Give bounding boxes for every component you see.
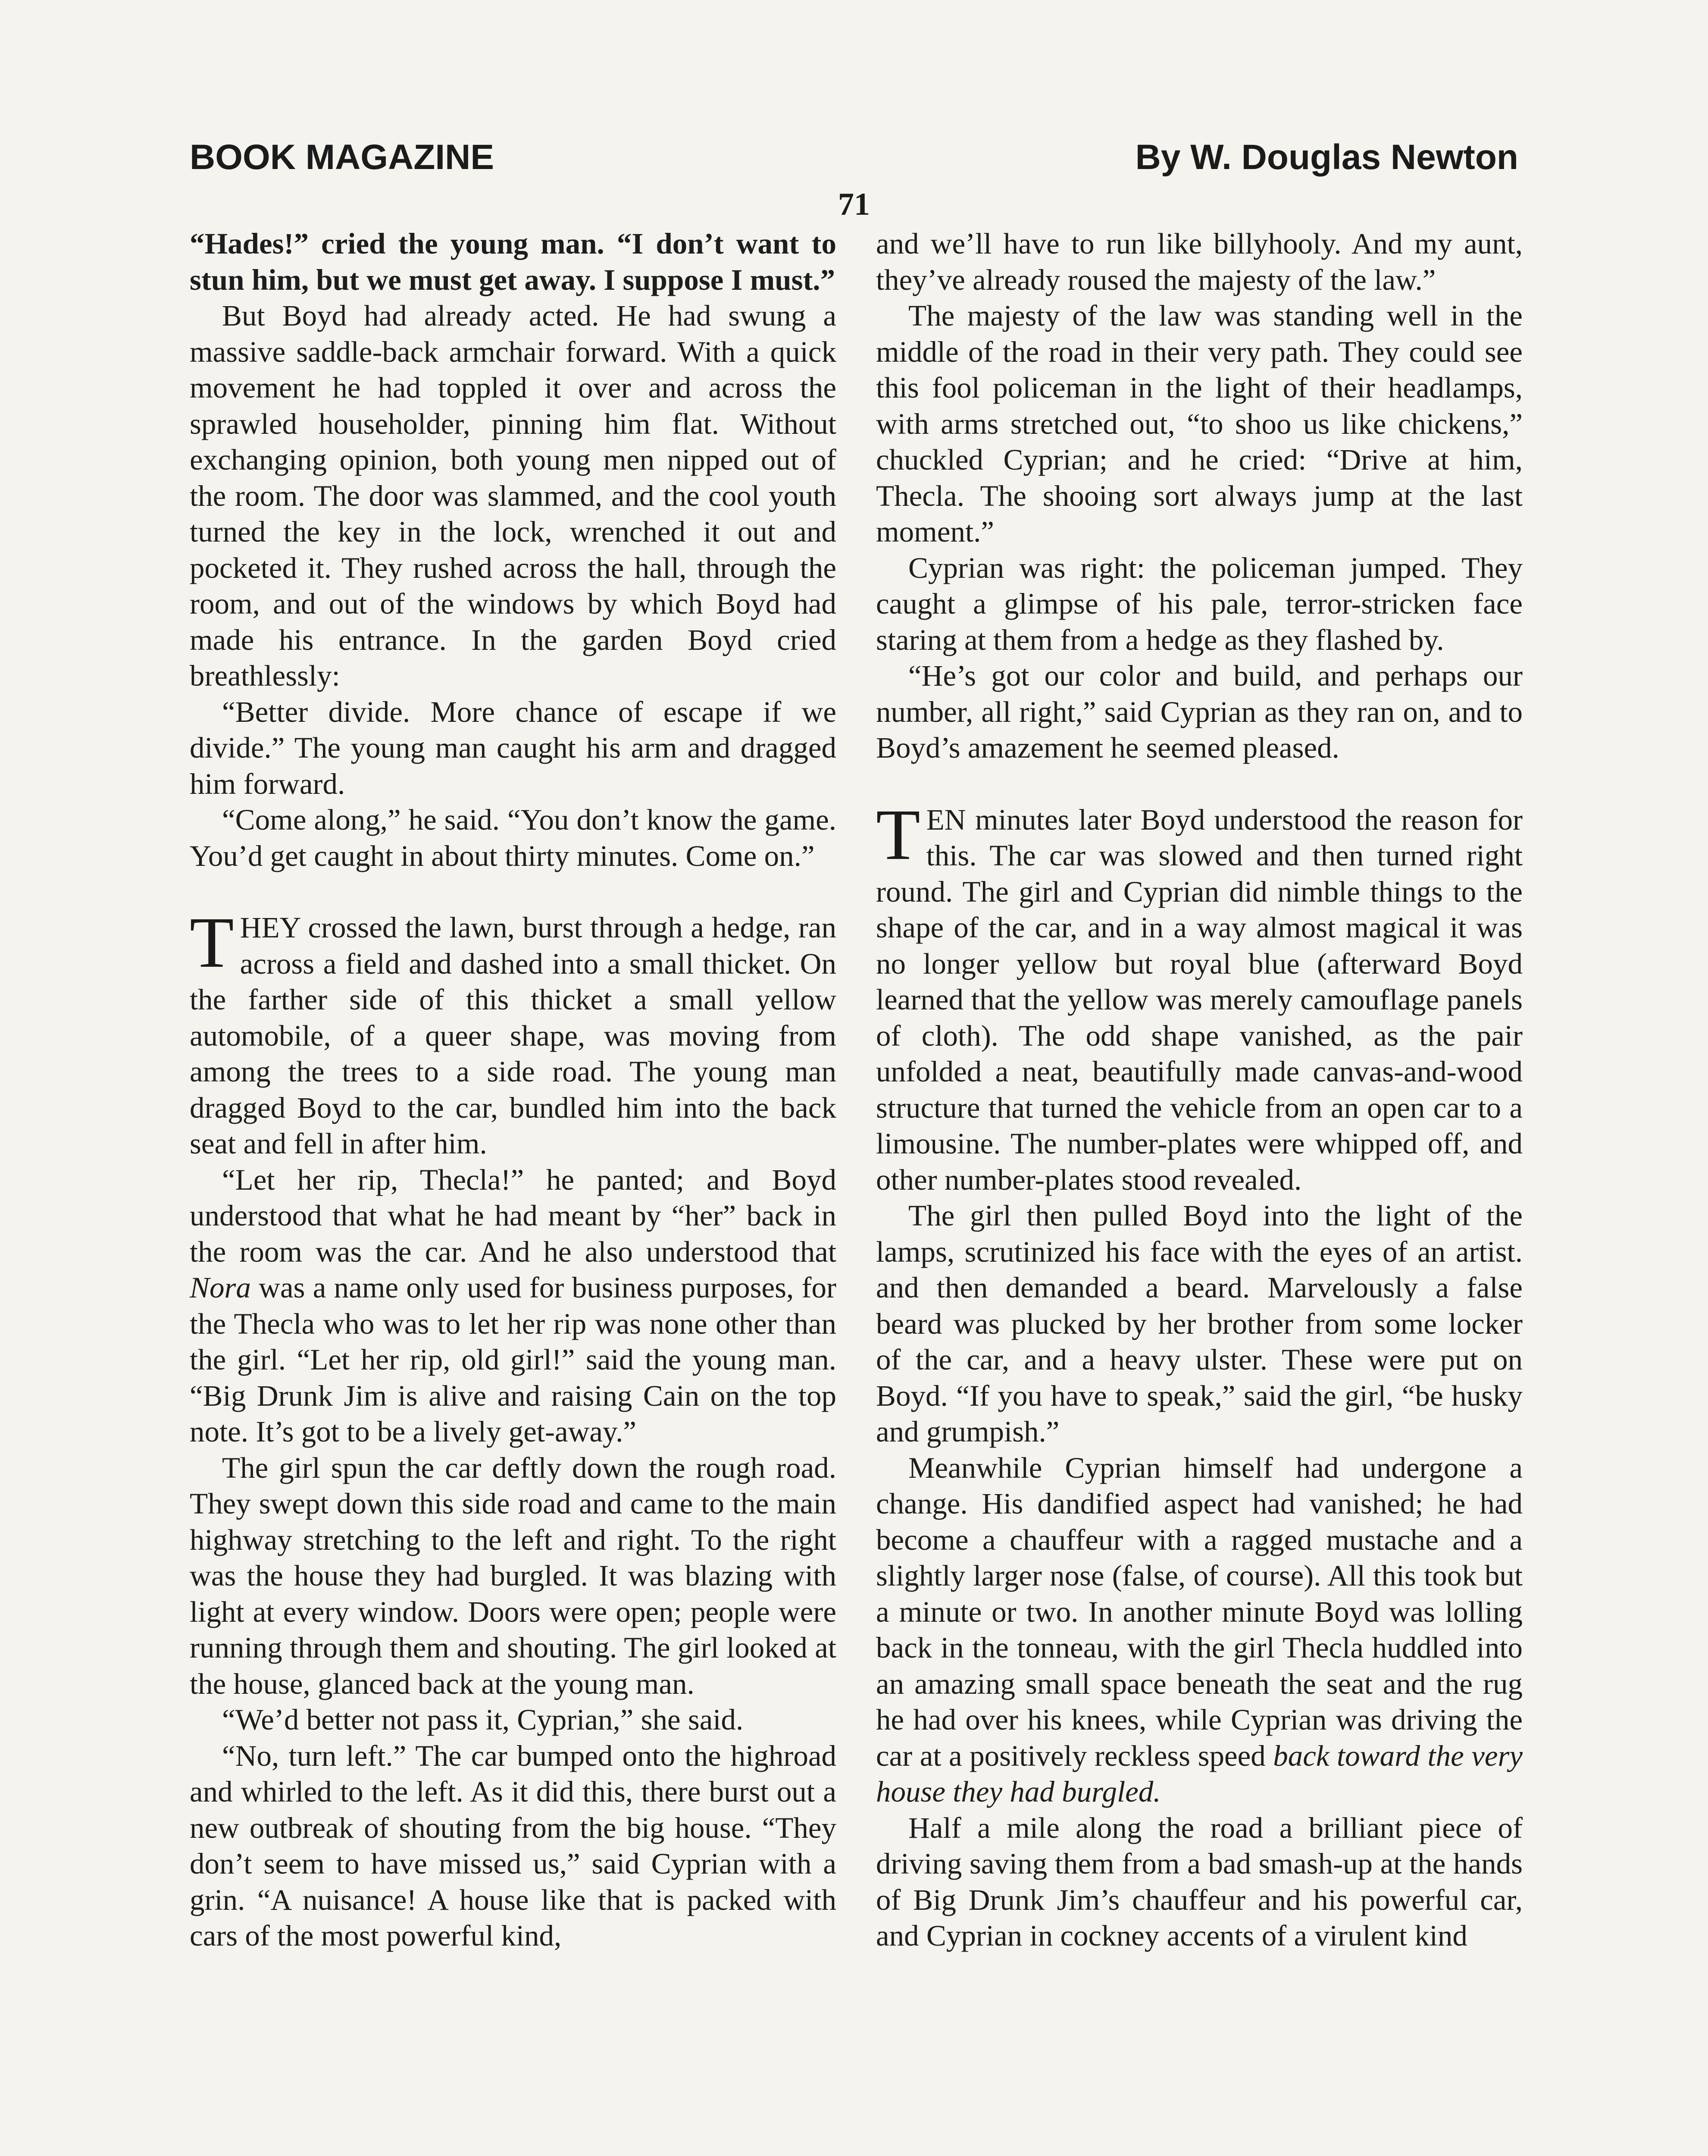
paragraph: “Come along,” he said. “You don’t know the game. You’d get caught in about thirty minutes. Come on.” (190, 803, 836, 872)
paragraph: But Boyd had already acted. He had swung a massive saddle-back armchair forward. With a quick movement he had toppled it over and across the sprawled householder, pinning him flat. Without exchanging opinion, both young men nipped out of the room. The door was slammed, and the cool youth turned the key in the lock, wrenched it out and pocketed it. They rushed across the hall, through the room, and out of the windows by which Boyd had made his entrance. In the garden Boyd cried breathlessly: (190, 299, 836, 692)
paragraph-text: was a name only used for business purposes, for the Thecla who was to let her rip was none other than the girl. “Let her rip, old girl!” said the young man. “Big Drunk Jim is alive and raising Cain on the top note. It’s got to be a lively get-away.” (190, 1271, 836, 1448)
paragraph-text: EN minutes later Boyd understood the reason for this. The car was slowed and then turned right round. The girl and Cyprian did nimble things to the shape of the car, and in a way almost magical it was no longer yellow but royal blue (afterward Boyd learned that the yellow was merely camouflage panels of cloth). The odd shape vanished, as the pair unfolded a neat, beautifully made canvas-and-wood structure that turned the vehicle from an open car to a limousine. The number-plates were whipped off, and other number-plates stood revealed. (876, 803, 1523, 1196)
paragraph: “Better divide. More chance of escape if we divide.” The young man caught his arm and dragged him forward. (190, 695, 836, 800)
paragraph-text: HEY crossed the lawn, burst through a hedge, ran across a field and dashed into a small thicket. On the farther side of this thicket a small yellow automobile, of a queer shape, was moving from among the trees to a side road. The young man dragged Boyd to the car, bundled him into the back seat and fell in after him. (190, 911, 836, 1160)
running-header (190, 137, 1518, 178)
paragraph (876, 1450, 1523, 1810)
paragraph-text: Meanwhile Cyprian himself had undergone a change. His dandified aspect had vanished; he had become a chauffeur with a ragged mustache and a slightly larger nose (false, of course). All this took but a minute or two. In another minute Boyd was lolling back in the tonneau, with the girl Thecla huddled into an amazing small space beneath the seat and the rug he had over his knees, while Cyprian was driving the car at a positively reckless speed (876, 1451, 1523, 1772)
drop-cap: T (876, 794, 920, 875)
right-column (876, 226, 1523, 1954)
paragraph: “We’d better not pass it, Cyprian,” she said. (222, 1703, 744, 1736)
magazine-title: BOOK MAGAZINE (190, 138, 494, 177)
paragraph: The majesty of the law was standing well in the middle of the road in their very path. They could see this fool policeman in the light of their headlamps, with arms stretched out, “to shoo us like chickens,” chuckled Cyprian; and he cried: “Drive at him, Thecla. The shooing sort always jump at the last moment.” (876, 299, 1523, 548)
paragraph: The girl then pulled Boyd into the light of the lamps, scrutinized his face with the eyes of an artist. and then demanded a beard. Marvelously a false beard was plucked by her brother from some locker of the car, and a heavy ulster. These were put on Boyd. “If you have to speak,” said the girl, “be husky and grumpish.” (876, 1199, 1523, 1448)
italic-name: Nora (190, 1271, 251, 1304)
left-column (190, 226, 836, 1954)
italic-phrase: back toward the very house they had burgled. (876, 1739, 1523, 1808)
paragraph: “He’s got our color and build, and perhaps our number, all right,” said Cyprian as they ran on, and to Boyd’s amazement he seemed pleased. (876, 659, 1523, 764)
paragraph: Cyprian was right: the policeman jumped. They caught a glimpse of his pale, terror-stricken face staring at them from a hedge as they flashed by. (876, 551, 1523, 656)
section-paragraph (190, 903, 836, 1162)
paragraph (190, 1162, 836, 1450)
paragraph: The girl spun the car deftly down the rough road. They swept down this side road and came to the main highway stretching to the left and right. To the right was the house they had burgled. It was blazing with light at every window. Doors were open; people were running through them and shouting. The girl looked at the house, glanced back at the young man. (190, 1451, 836, 1700)
drop-cap: T (190, 903, 234, 983)
section-paragraph (876, 794, 1523, 1198)
paragraph-text: “Let her rip, Thecla!” he panted; and Boyd understood that what he had meant by “her” back in the room was the car. And he also understood that (190, 1163, 836, 1268)
paragraph: Half a mile along the road a brilliant piece of driving saving them from a bad smash-up at the hands of Big Drunk Jim’s chauffeur and his powerful car, and Cyprian in cockney accents of a virulent kind (876, 1811, 1523, 1952)
paragraph: “Hades!” cried the young man. “I don’t want to stun him, but we must get away. I suppose I must.” (190, 227, 836, 296)
page-number: 71 (838, 187, 870, 222)
paragraph: and we’ll have to run like billyhooly. And my aunt, they’ve already roused the majesty of the law.” (876, 227, 1523, 296)
paragraph: “No, turn left.” The car bumped onto the highroad and whirled to the left. As it did this, there burst out a new outbreak of shouting from the big house. “They don’t seem to have missed us,” said Cyprian with a grin. “A nuisance! A house like that is packed with cars of the most powerful kind, (190, 1739, 836, 1952)
author-byline: By W. Douglas Newton (1135, 138, 1518, 177)
